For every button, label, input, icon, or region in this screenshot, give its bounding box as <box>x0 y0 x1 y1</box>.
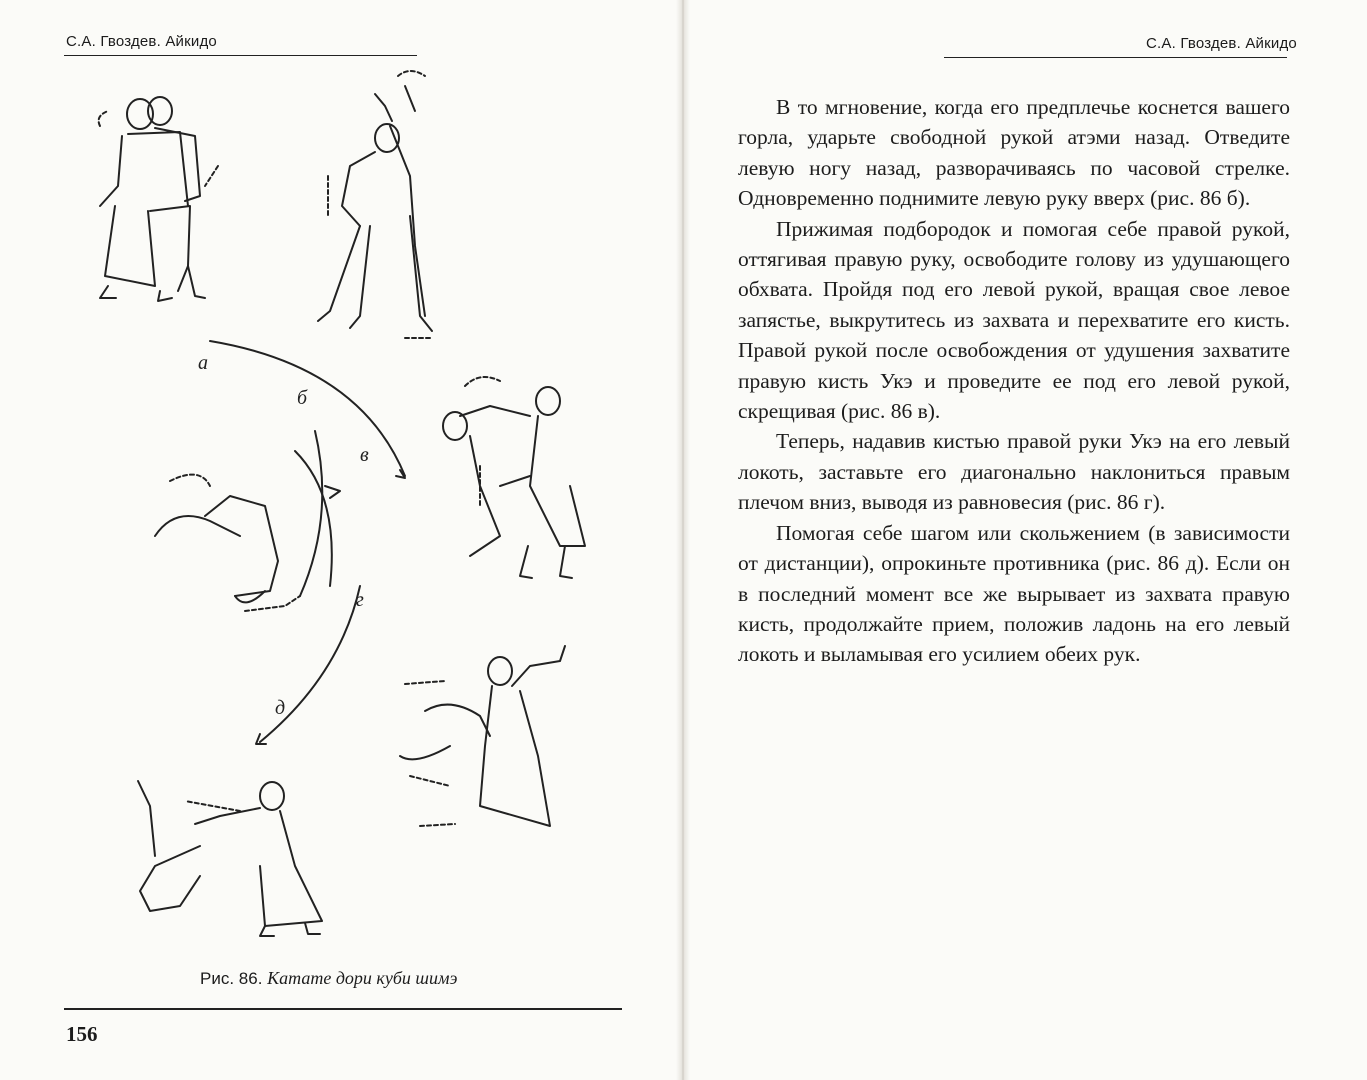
figure-label-a: а <box>198 352 208 374</box>
left-header-rule <box>64 55 417 56</box>
page-number: 156 <box>66 1022 98 1046</box>
figure-pose-b <box>318 71 432 338</box>
figure-pose-e <box>138 781 322 936</box>
paragraph: Теперь, надавив кистью правой руки Укэ на его левый локоть, заставьте его диагонально наклониться правым плечом вниз, выводя из равновесия (рис. 86 г). <box>738 429 1290 515</box>
figure-pose-v <box>443 377 585 578</box>
paragraph: Помогая себе шагом или скольжением (в зависимости от дистанции), опрокиньте противника (рис. 86 д). Если он в последний момент все же вырывает из захвата правую кисть, продолжайте прием, положив ладонь на его левый локоть и выламывая его усилием обеих рук. <box>738 520 1290 667</box>
figure-pose-d <box>400 646 565 826</box>
figure-label-g: г <box>356 589 364 611</box>
figure-label-v: в <box>360 444 369 466</box>
paragraph: Прижимая подбородок и помогая себе правой рукой, оттягивая правую руку, освободите голову из удушающего обхвата. Пройдя под его левой рукой, вращая свое левое запястье, выкрутитесь из захвата и перехватите его кисть. Правой рукой после освобождения от удушения захватите правую кисть Укэ и проведите ее под его левой рукой, скрещивая (рис. 86 в). <box>738 216 1290 424</box>
figure-label-b: б <box>297 387 308 409</box>
figure-label-d: д <box>275 697 286 719</box>
figure-pose-g <box>155 475 340 611</box>
body-text <box>738 92 1290 670</box>
caption-title: Катате дори куби шимэ <box>267 968 458 988</box>
caption-prefix: Рис. 86. <box>200 969 263 988</box>
figure-pose-a <box>99 97 218 301</box>
sequence-arc-abv <box>210 341 405 476</box>
figure-illustration <box>60 66 640 961</box>
right-running-head: С.А. Гвоздев. Айкидо <box>1146 35 1297 52</box>
figure-caption <box>200 968 457 989</box>
paragraph: В то мгновение, когда его предплечье коснется вашего горла, ударьте свободной рукой атэми назад. Отведите левую ногу назад, разворачиваясь по часовой стрелке. Одновременно поднимите левую руку вверх (рис. 86 б). <box>738 95 1290 211</box>
left-footer-rule <box>64 1008 622 1010</box>
technique-figure <box>60 66 640 961</box>
book-gutter <box>676 0 690 1080</box>
right-header-rule <box>944 57 1287 58</box>
left-running-head: С.А. Гвоздев. Айкидо <box>66 33 217 50</box>
